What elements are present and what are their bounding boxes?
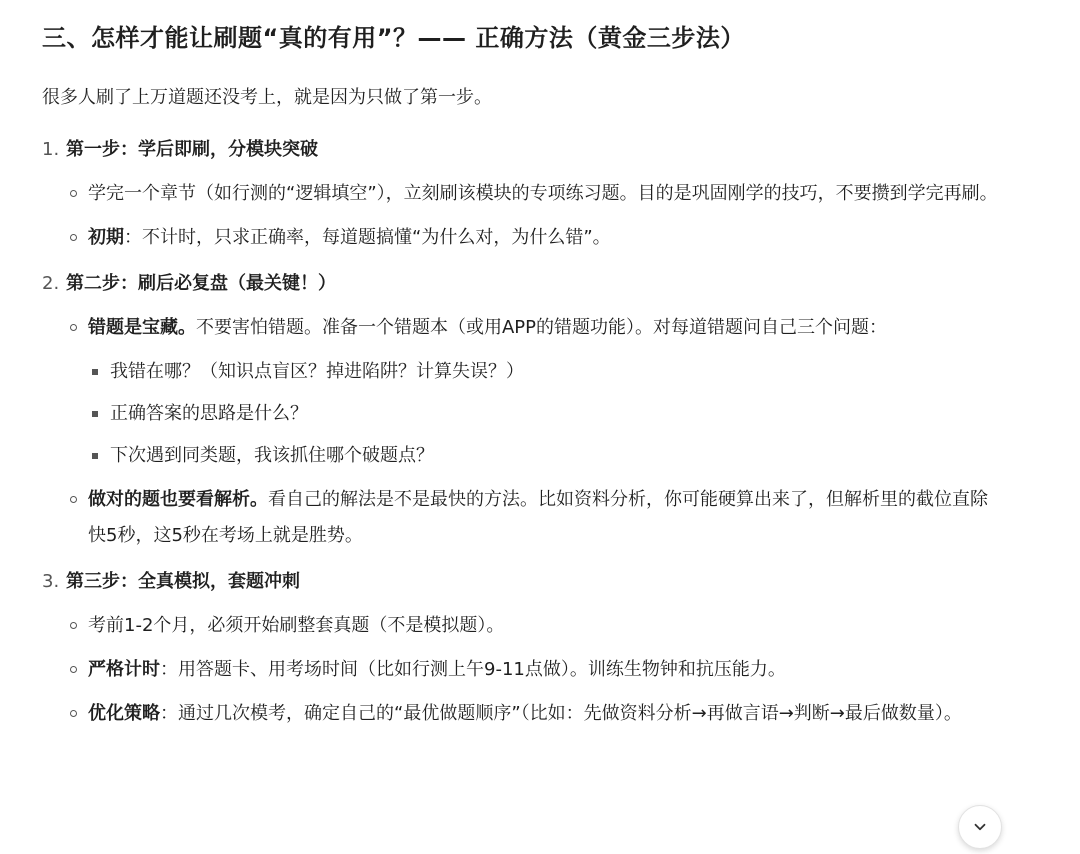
sub-item-bold: 严格计时 (88, 659, 160, 680)
circle-bullet-icon (70, 190, 77, 197)
chevron-down-icon (971, 818, 989, 836)
step-title: 第三步：全真模拟，套题冲刺 (66, 571, 300, 592)
step-title: 第二步：刷后必复盘（最关键！） (66, 273, 336, 294)
sub-item-text: ：不计时，只求正确率，每道题搞懂“为什么对，为什么错”。 (124, 227, 611, 248)
step-sublist (66, 608, 1002, 732)
sub-item-text: 考前1-2个月，必须开始刷整套真题（不是模拟题）。 (88, 615, 505, 636)
circle-bullet-icon (70, 710, 77, 717)
steps-list (42, 132, 1002, 732)
sub-item (66, 176, 1002, 212)
circle-bullet-icon (70, 666, 77, 673)
sub-item-text: 不要害怕错题。准备一个错题本（或用APP的错题功能）。对每道错题问自己三个问题： (196, 317, 888, 338)
nested-item-text: 下次遇到同类题，我该抓住哪个破题点？ (110, 445, 434, 466)
sub-item-text: 学完一个章节（如行测的“逻辑填空”），立刻刷该模块的专项练习题。目的是巩固刚学的技巧，不要攒到学完再刷。 (88, 183, 998, 204)
step-item (42, 564, 1002, 732)
sub-item (66, 482, 1002, 554)
step-title: 第一步：学后即刷，分模块突破 (66, 139, 318, 160)
square-bullet-icon (92, 453, 98, 459)
circle-bullet-icon (70, 234, 77, 241)
nested-sublist (88, 354, 1002, 474)
square-bullet-icon (92, 411, 98, 417)
sub-item-bold: 优化策略 (88, 703, 160, 724)
nested-item (88, 354, 1002, 390)
step-number: 2. (42, 273, 60, 294)
step-number: 1. (42, 139, 60, 160)
sub-item (66, 220, 1002, 256)
sub-item-text: ：通过几次模考，确定自己的“最优做题顺序”（比如：先做资料分析→再做言语→判断→最后做数量）。 (160, 703, 962, 724)
sub-item (66, 310, 1002, 474)
step-number: 3. (42, 571, 60, 592)
nested-item-text: 我错在哪？（知识点盲区？掉进陷阱？计算失误？） (110, 361, 524, 382)
sub-item-text: 看自己的解法是不是最快的方法。比如资料分析，你可能硬算出来了，但解析里的截位直除快5秒，这5秒在考场上就是胜势。 (88, 489, 988, 546)
scroll-to-bottom-button[interactable] (958, 805, 1002, 849)
intro-paragraph: 很多人刷了上万道题还没考上，就是因为只做了第一步。 (42, 87, 492, 108)
circle-bullet-icon (70, 496, 77, 503)
sub-item-text: ：用答题卡、用考场时间（比如行测上午9-11点做）。训练生物钟和抗压能力。 (160, 659, 786, 680)
sub-item-bold: 做对的题也要看解析。 (88, 489, 268, 510)
nested-item-text: 正确答案的思路是什么？ (110, 403, 308, 424)
step-sublist (66, 176, 1002, 256)
step-item (42, 266, 1002, 554)
sub-item (66, 652, 1002, 688)
sub-item (66, 696, 1002, 732)
circle-bullet-icon (70, 622, 77, 629)
nested-item (88, 438, 1002, 474)
sub-item (66, 608, 1002, 644)
step-sublist (66, 310, 1002, 554)
section-heading: 三、怎样才能让刷题“真的有用”？—— 正确方法（黄金三步法） (42, 24, 745, 52)
article-content (42, 18, 1002, 742)
step-item (42, 132, 1002, 256)
sub-item-bold: 初期 (88, 227, 124, 248)
circle-bullet-icon (70, 324, 77, 331)
sub-item-bold: 错题是宝藏。 (88, 317, 196, 338)
nested-item (88, 396, 1002, 432)
square-bullet-icon (92, 369, 98, 375)
